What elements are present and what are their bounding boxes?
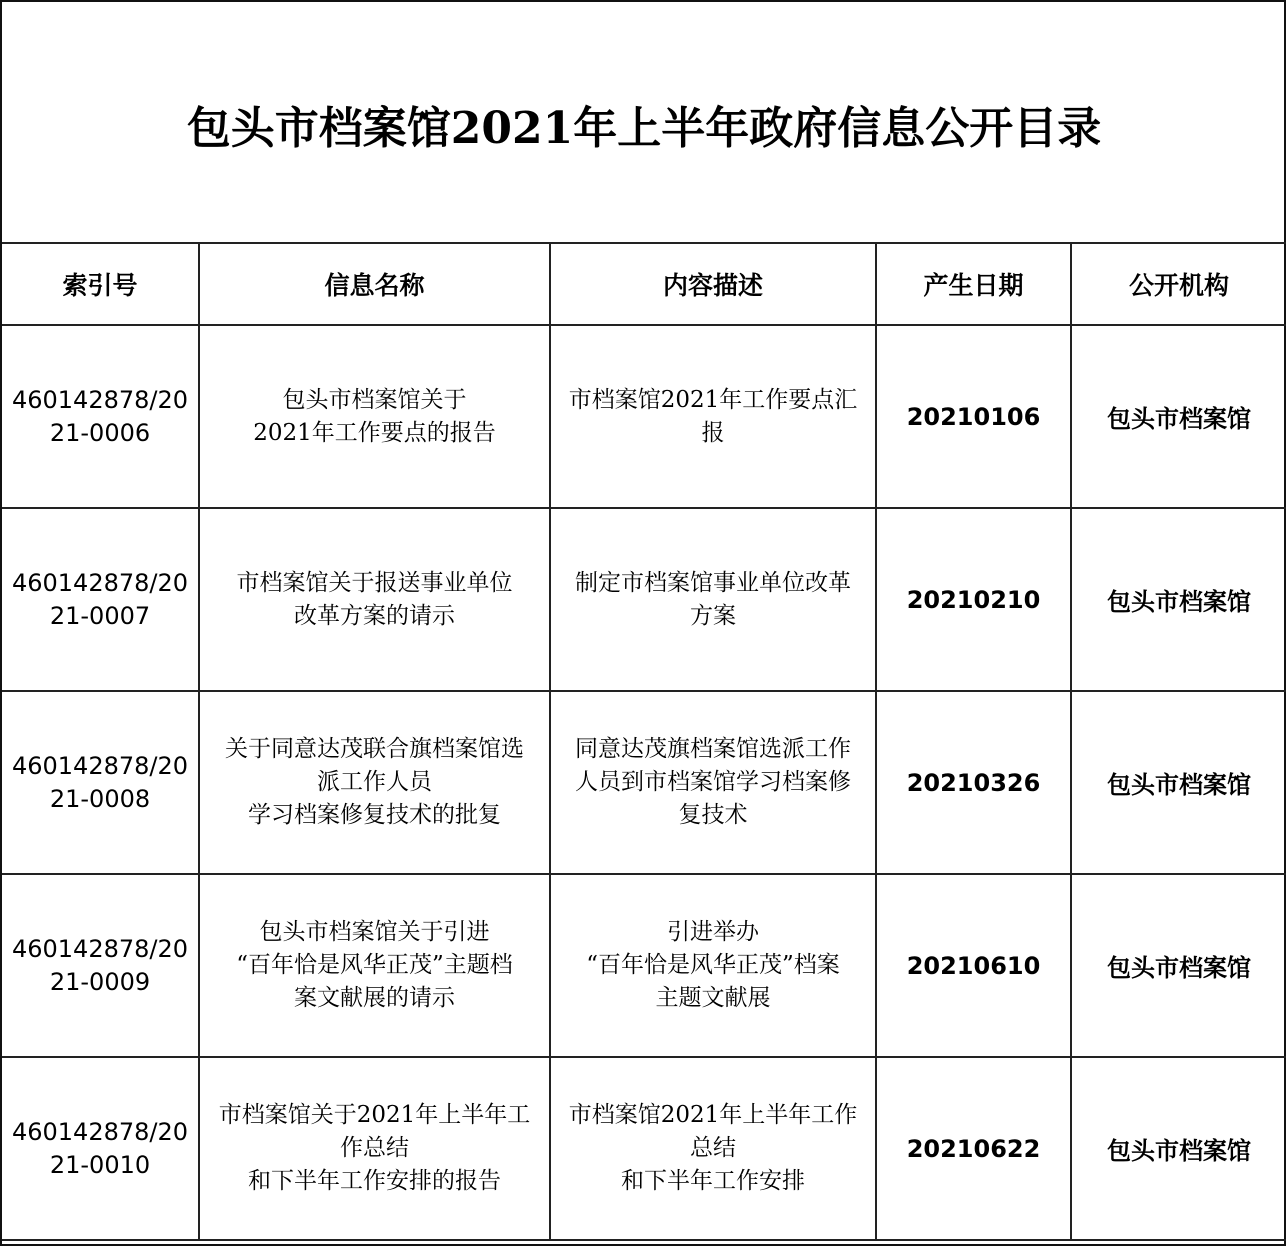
cell-index-line: 21-0008 — [49, 784, 151, 813]
cell-org: 包头市档案馆 — [1071, 874, 1286, 1057]
cell-index-line: 460142878/20 — [11, 1117, 189, 1146]
catalog-table — [2, 242, 1286, 1241]
cell-index-line: 460142878/20 — [11, 568, 189, 597]
cell-name-line: 关于同意达茂联合旗档案馆选 — [225, 736, 524, 762]
cell-name-line: 2021年工作要点的报告 — [253, 419, 496, 446]
cell-description-line: 人员到市档案馆学习档案修 — [575, 769, 851, 795]
cell-description-line: 同意达茂旗档案馆选派工作 — [575, 736, 851, 762]
cell-description-line: 方案 — [690, 602, 736, 629]
cell-index-line: 460142878/20 — [11, 385, 189, 414]
cell-org: 包头市档案馆 — [1071, 508, 1286, 691]
cell-date: 20210210 — [876, 508, 1071, 691]
table-row — [2, 691, 1286, 874]
cell-description-line: 报 — [701, 419, 725, 446]
cell-description — [550, 325, 876, 508]
cell-index-line: 460142878/20 — [11, 934, 189, 963]
cell-name-line: 市档案馆关于报送事业单位 — [236, 569, 513, 596]
cell-name-line: 案文献展的请示 — [294, 985, 455, 1011]
cell-index — [2, 508, 199, 691]
cell-name-line: 市档案馆关于2021年上半年工 — [218, 1102, 531, 1128]
cell-name-line: 学习档案修复技术的批复 — [248, 802, 501, 828]
cell-name-line: 和下半年工作安排的报告 — [248, 1168, 501, 1194]
cell-description — [550, 691, 876, 874]
cell-description — [550, 1057, 876, 1240]
cell-index — [2, 1057, 199, 1240]
cell-description-line: 引进举办 — [667, 919, 759, 945]
cell-name-line: 包头市档案馆关于 — [282, 386, 467, 413]
header-org: 公开机构 — [1071, 243, 1286, 325]
cell-name-line: 改革方案的请示 — [294, 602, 455, 629]
cell-name-line: “百年恰是风华正茂”主题档 — [236, 952, 513, 978]
cell-description-line: 市档案馆2021年工作要点汇 — [568, 386, 858, 413]
cell-index — [2, 874, 199, 1057]
header-index: 索引号 — [2, 243, 199, 325]
table-row — [2, 1057, 1286, 1240]
cell-name-line: 作总结 — [340, 1135, 409, 1161]
cell-org: 包头市档案馆 — [1071, 325, 1286, 508]
cell-description-line: 总结 — [690, 1135, 736, 1161]
cell-description-line: “百年恰是风华正茂”档案 — [586, 952, 840, 978]
cell-index-line: 460142878/20 — [11, 751, 189, 780]
cell-name — [199, 691, 550, 874]
cell-index-line: 21-0007 — [49, 601, 151, 630]
table-row — [2, 508, 1286, 691]
cell-date: 20210326 — [876, 691, 1071, 874]
cell-name — [199, 508, 550, 691]
cell-description-line: 主题文献展 — [655, 985, 771, 1011]
header-name: 信息名称 — [199, 243, 550, 325]
header-description: 内容描述 — [550, 243, 876, 325]
cell-name-line: 派工作人员 — [317, 769, 432, 795]
cell-date: 20210622 — [876, 1057, 1071, 1240]
cell-org: 包头市档案馆 — [1071, 691, 1286, 874]
cell-description-line: 制定市档案馆事业单位改革 — [575, 569, 851, 596]
cell-description-line: 复技术 — [678, 802, 748, 828]
cell-description-line: 和下半年工作安排 — [621, 1168, 805, 1194]
cell-index-line: 21-0009 — [49, 967, 151, 996]
table-row — [2, 325, 1286, 508]
table-row — [2, 874, 1286, 1057]
page-title: 包头市档案馆2021年上半年政府信息公开目录 — [186, 103, 1102, 154]
cell-date: 20210610 — [876, 874, 1071, 1057]
cell-description — [550, 874, 876, 1057]
title-area — [2, 2, 1286, 242]
header-date: 产生日期 — [876, 243, 1071, 325]
table-header-row — [2, 243, 1286, 325]
cell-index — [2, 325, 199, 508]
cell-description — [550, 508, 876, 691]
cell-index — [2, 691, 199, 874]
cell-index-line: 21-0010 — [49, 1150, 151, 1179]
cell-description-line: 市档案馆2021年上半年工作 — [568, 1102, 858, 1128]
cell-name — [199, 874, 550, 1057]
cell-org: 包头市档案馆 — [1071, 1057, 1286, 1240]
cell-name — [199, 1057, 550, 1240]
cell-date: 20210106 — [876, 325, 1071, 508]
cell-name-line: 包头市档案馆关于引进 — [259, 919, 490, 945]
cell-index-line: 21-0006 — [49, 418, 151, 447]
cell-name — [199, 325, 550, 508]
